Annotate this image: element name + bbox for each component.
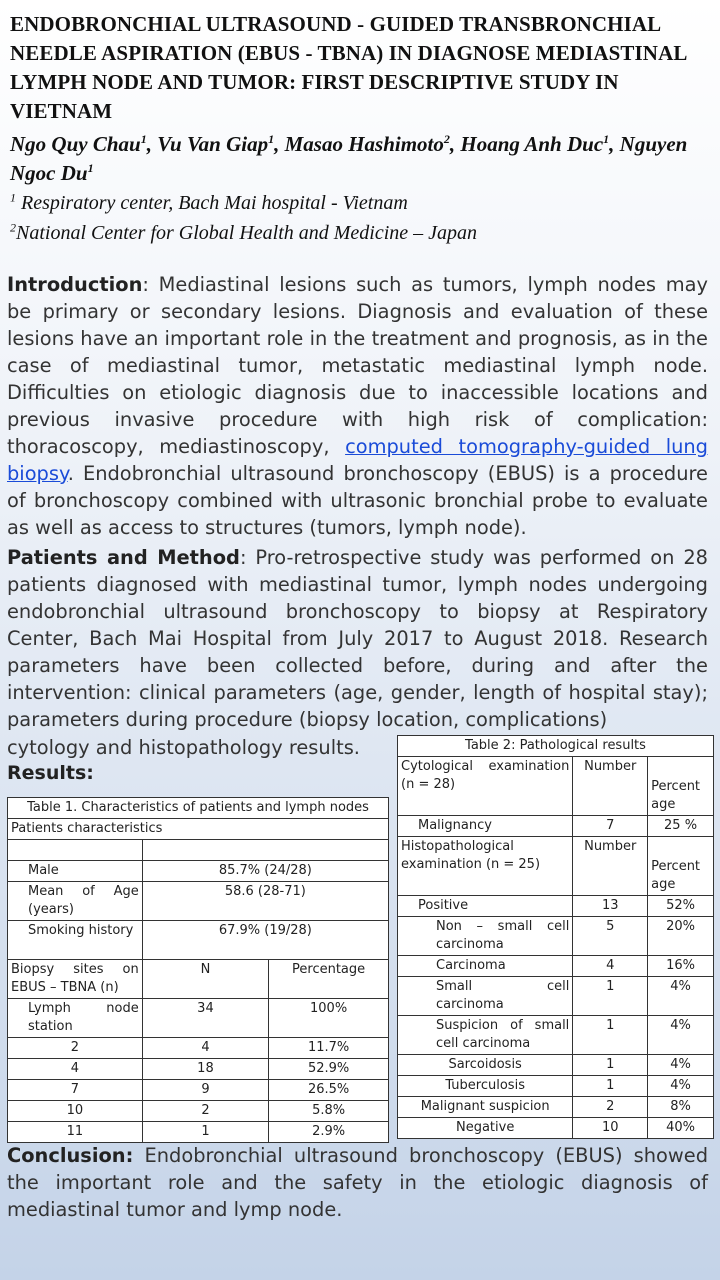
table-cell: 2 <box>8 1038 143 1059</box>
table-row <box>8 1080 389 1101</box>
table-row <box>8 921 389 960</box>
table-cell: Number <box>573 757 648 816</box>
method-label: Patients and Method <box>7 546 240 569</box>
table2-caption: Table 2: Pathological results <box>398 736 714 757</box>
table-cell: 10 <box>573 1118 648 1139</box>
table-row <box>398 1055 714 1076</box>
author: Hoang Anh Duc <box>460 132 604 156</box>
conclusion-paragraph <box>7 1142 708 1223</box>
table-row <box>8 960 389 999</box>
table-cell: Negative <box>398 1118 573 1139</box>
table-row <box>398 1016 714 1055</box>
table-patient-characteristics <box>7 797 389 1143</box>
table-cell: Malignant suspicion <box>398 1097 573 1118</box>
affiliation-sup: 2 <box>10 220 16 235</box>
table-row <box>398 917 714 956</box>
author-sup: 1 <box>140 132 147 146</box>
table1-section-header: Patients characteristics <box>8 819 389 840</box>
table-cell: Male <box>8 861 143 882</box>
table-cell: 4 <box>8 1059 143 1080</box>
table-cell: 100% <box>269 999 389 1038</box>
poster-title: ENDOBRONCHIAL ULTRASOUND - GUIDED TRANSBRONCHIAL NEEDLE ASPIRATION (EBUS - TBNA) IN DIAGNOSE MEDIASTINAL LYMPH NODE AND TUMOR: FIRST DESCRIPTIVE STUDY IN VIETNAM <box>10 12 687 123</box>
author-sup: 1 <box>268 132 275 146</box>
table-cell: Tuberculosis <box>398 1076 573 1097</box>
table-cell <box>648 757 714 816</box>
table-cell: 8% <box>648 1097 714 1118</box>
table-cell: Smoking history <box>8 921 143 960</box>
table-row <box>8 999 389 1038</box>
table-cell: Suspicion of small cell carcinoma <box>398 1016 573 1055</box>
table-row <box>398 1076 714 1097</box>
method-text: : Pro-retrospective study was performed on 28 patients diagnosed with mediastinal tumor, lymph nodes undergoing endobronchial ultrasound bronchoscopy to biopsy at Respiratory Center, Bach Mai Hospital from July 2017 to August 2018. Research parameters have been collected before, during and after the intervention: clinical parameters (age, gender, length of hospital stay); parameters during procedure (biopsy location, complications) <box>7 546 708 731</box>
table-row <box>8 882 389 921</box>
table-row <box>8 1059 389 1080</box>
table-cell: 26.5% <box>269 1080 389 1101</box>
table-cell: 4% <box>648 1076 714 1097</box>
table-cell: 1 <box>573 1076 648 1097</box>
table-cell: 11.7% <box>269 1038 389 1059</box>
table-cell: 67.9% (19/28) <box>142 921 388 960</box>
table-cell: 1 <box>573 1016 648 1055</box>
table-cell: 11 <box>8 1122 143 1143</box>
table-cell-text: Percent age <box>651 859 701 892</box>
table-cell: 9 <box>142 1080 268 1101</box>
table-row <box>8 1122 389 1143</box>
conclusion-text: Endobronchial ultrasound bronchoscopy (EBUS) showed the important role and the safety in the etiologic diagnosis of mediastinal tumor and lymp node. <box>7 1144 708 1221</box>
table-cell: 52.9% <box>269 1059 389 1080</box>
table-row <box>398 837 714 896</box>
table-cell: 5.8% <box>269 1101 389 1122</box>
table-row <box>8 1101 389 1122</box>
table-cell: 2.9% <box>269 1122 389 1143</box>
table-cell: 1 <box>573 977 648 1016</box>
author-sup: 1 <box>87 161 94 175</box>
affiliation <box>10 189 710 218</box>
table-cell: 7 <box>573 816 648 837</box>
table-row <box>398 977 714 1016</box>
introduction-paragraph <box>7 271 708 541</box>
table-pathological-results <box>397 735 714 1139</box>
table-cell <box>648 837 714 896</box>
table-cell: Sarcoidosis <box>398 1055 573 1076</box>
table-cell: 1 <box>573 1055 648 1076</box>
author-sup: 2 <box>443 132 450 146</box>
table-cell: 34 <box>142 999 268 1038</box>
table-cell: 18 <box>142 1059 268 1080</box>
affiliation-text: Respiratory center, Bach Mai hospital - Vietnam <box>16 192 408 214</box>
table-row <box>398 1118 714 1139</box>
table1-caption: Table 1. Characteristics of patients and lymph nodes <box>8 798 389 819</box>
table-row <box>8 1038 389 1059</box>
table-cell: 1 <box>142 1122 268 1143</box>
method-paragraph <box>7 544 708 733</box>
introduction-label: Introduction <box>7 273 143 296</box>
table-cell: 13 <box>573 896 648 917</box>
conclusion-label: Conclusion: <box>7 1144 134 1167</box>
table-cell: 25 % <box>648 816 714 837</box>
table-cell: 4% <box>648 977 714 1016</box>
method-last-line: cytology and histopathology results. <box>7 736 360 759</box>
table-cell: 7 <box>8 1080 143 1101</box>
table-cell: 4% <box>648 1016 714 1055</box>
author-list: Ngo Quy Chau$^1$, Vu Van Giap$^1$, Masao Hashimoto$^2$, Hoang Anh Duc$^1$, Nguyen Ngoc Du$^1$ <box>10 132 688 185</box>
table-cell: Percentage <box>269 960 389 999</box>
table-cell <box>8 840 143 861</box>
table-row <box>398 757 714 816</box>
table-cell: Number <box>573 837 648 896</box>
introduction-text-end: . Endobronchial ultrasound bronchoscopy (EBUS) is a procedure of bronchoscopy combined with ultrasonic bronchial probe to evaluate as well as access to structures (tumors, lymph node). <box>7 462 708 539</box>
results-heading: Results: <box>7 762 94 784</box>
affiliation-sup: 1 <box>10 190 16 205</box>
author: Nguyen Ngoc Du <box>10 132 688 185</box>
table-cell: 4 <box>573 956 648 977</box>
table-row <box>8 861 389 882</box>
table-cell: Malignancy <box>398 816 573 837</box>
ct-biopsy-link[interactable]: computed tomography-guided lung biopsy <box>7 435 708 485</box>
table-row <box>398 956 714 977</box>
table-cell: Mean of Age (years) <box>8 882 143 921</box>
table-cell: 85.7% (24/28) <box>142 861 388 882</box>
table-cell: 20% <box>648 917 714 956</box>
author: Ngo Quy Chau <box>10 132 141 156</box>
table-cell: Cytological examination (n = 28) <box>398 757 573 816</box>
table-cell <box>142 840 388 861</box>
table-cell: 5 <box>573 917 648 956</box>
author: Vu Van Giap <box>157 132 269 156</box>
affiliation-text: National Center for Global Health and Medicine – Japan <box>16 222 478 244</box>
table-cell: Lymph node station <box>8 999 143 1038</box>
table-cell: Carcinoma <box>398 956 573 977</box>
table-cell: Non – small cell carcinoma <box>398 917 573 956</box>
author-sup: 1 <box>603 132 610 146</box>
table-cell: Biopsy sites on EBUS – TBNA (n) <box>8 960 143 999</box>
affiliation <box>10 219 710 248</box>
table-cell: 10 <box>8 1101 143 1122</box>
table-cell-text: Percent age <box>651 779 701 812</box>
table-cell: 4 <box>142 1038 268 1059</box>
table-cell: 58.6 (28-71) <box>142 882 388 921</box>
table-row <box>398 816 714 837</box>
introduction-text: : Mediastinal lesions such as tumors, lymph nodes may be primary or secondary lesions. Diagnosis and evaluation of these lesions have an important role in the treatment and prognosis, as in the case of mediastinal tumor, metastatic mediastinal lymph node. Difficulties on etiologic diagnosis due to inaccessible locations and previous invasive procedure with high risk of complication: thoracoscopy, mediastinoscopy, <box>7 273 708 458</box>
table-cell: 40% <box>648 1118 714 1139</box>
table-cell: Small cell carcinoma <box>398 977 573 1016</box>
table-cell: 52% <box>648 896 714 917</box>
table-row <box>398 1097 714 1118</box>
poster-header <box>10 10 710 248</box>
table-cell: 2 <box>142 1101 268 1122</box>
table-cell: Positive <box>398 896 573 917</box>
table-cell: 4% <box>648 1055 714 1076</box>
table-cell: Histopathological examination (n = 25) <box>398 837 573 896</box>
table-row <box>398 896 714 917</box>
table-cell: 2 <box>573 1097 648 1118</box>
table-cell: 16% <box>648 956 714 977</box>
table-cell: N <box>142 960 268 999</box>
author: Masao Hashimoto <box>284 132 444 156</box>
